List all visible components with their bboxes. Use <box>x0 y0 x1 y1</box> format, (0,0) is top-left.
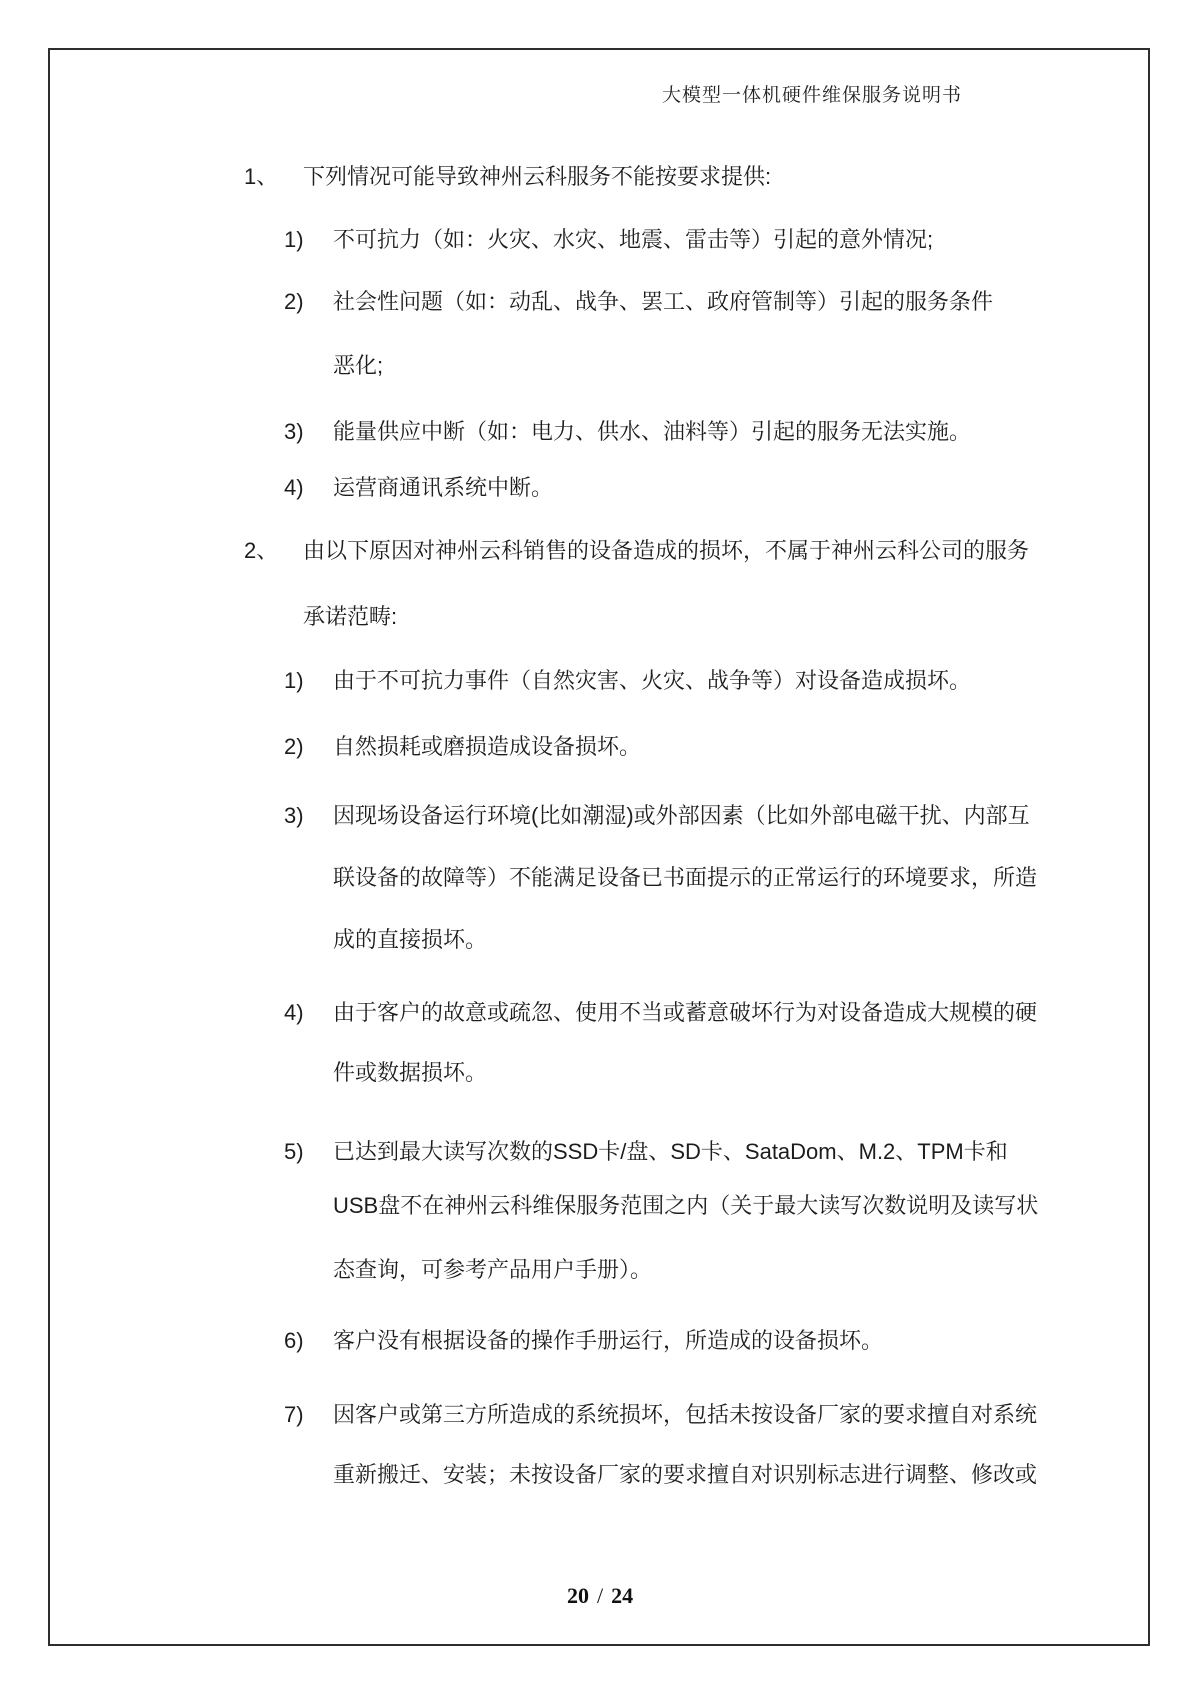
list-marker: 4) <box>284 475 304 500</box>
list-subitem-1-1 <box>0 210 1200 270</box>
page-footer <box>0 1581 1200 1611</box>
list-subitem-1-2 <box>0 272 1200 332</box>
list-marker: 7) <box>284 1402 304 1427</box>
list-marker: 6) <box>284 1328 304 1353</box>
page-number-separator: / <box>596 1583 604 1608</box>
list-marker: 5) <box>284 1139 304 1164</box>
line-text: 社会性问题（如：动乱、战争、罢工、政府管制等）引起的服务条件 <box>333 289 994 314</box>
list-marker: 2) <box>284 289 304 314</box>
line-text: 态查询，可参考产品用户手册）。 <box>333 1257 653 1282</box>
list-subitem-1-4 <box>0 458 1200 518</box>
page-header <box>662 80 962 107</box>
list-subitem-1-2-continuation <box>0 336 1200 396</box>
line-text: USB盘不在神州云科维保服务范围之内（关于最大读写次数说明及读写状 <box>333 1193 1039 1218</box>
line-text: 承诺范畴: <box>303 604 398 629</box>
list-marker: 4) <box>284 1000 304 1025</box>
line-text: 联设备的故障等）不能满足设备已书面提示的正常运行的环境要求，所造 <box>333 865 1038 890</box>
line-text: 恶化; <box>333 353 384 378</box>
list-subitem-2-5-continuation <box>0 1176 1200 1236</box>
line-text: 因客户或第三方所造成的系统损坏，包括未按设备厂家的要求擅自对系统 <box>333 1402 1038 1427</box>
line-text: 重新搬迁、安装；未按设备厂家的要求擅自对识别标志进行调整、修改或 <box>333 1462 1038 1487</box>
list-item-2-continuation <box>0 587 1200 647</box>
list-subitem-2-3 <box>0 786 1200 846</box>
list-subitem-2-7 <box>0 1385 1200 1445</box>
line-text: 下列情况可能导致神州云科服务不能按要求提供: <box>303 164 772 189</box>
line-text: 由于客户的故意或疏忽、使用不当或蓄意破坏行为对设备造成大规模的硬 <box>333 1000 1038 1025</box>
list-item-2 <box>0 521 1200 581</box>
line-text: 能量供应中断（如：电力、供水、油料等）引起的服务无法实施。 <box>333 419 972 444</box>
line-text: 由以下原因对神州云科销售的设备造成的损坏，不属于神州云科公司的服务 <box>303 538 1030 563</box>
list-marker: 2、 <box>244 538 279 563</box>
line-text: 成的直接损坏。 <box>333 927 488 952</box>
list-marker: 1、 <box>244 164 279 189</box>
line-text: 因现场设备运行环境(比如潮湿)或外部因素（比如外部电磁干扰、内部互 <box>333 803 1030 828</box>
page-number-total: 24 <box>611 1583 634 1608</box>
list-marker: 1) <box>284 668 304 693</box>
list-subitem-2-3-continuation <box>0 848 1200 908</box>
line-text: 由于不可抗力事件（自然灾害、火灾、战争等）对设备造成损坏。 <box>333 668 972 693</box>
list-marker: 1) <box>284 227 304 252</box>
list-subitem-1-3 <box>0 402 1200 462</box>
list-marker: 2) <box>284 734 304 759</box>
list-subitem-2-1 <box>0 651 1200 711</box>
line-text: 运营商通讯系统中断。 <box>333 475 554 500</box>
list-marker: 3) <box>284 803 304 828</box>
list-subitem-2-5-continuation <box>0 1240 1200 1300</box>
document-title: 大模型一体机硬件维保服务说明书 <box>661 85 962 106</box>
list-subitem-2-5 <box>0 1122 1200 1182</box>
list-item-1 <box>0 147 1200 207</box>
list-subitem-2-4 <box>0 983 1200 1043</box>
line-text: 客户没有根据设备的操作手册运行，所造成的设备损坏。 <box>333 1328 884 1353</box>
line-text: 自然损耗或磨损造成设备损坏。 <box>333 734 642 759</box>
list-subitem-2-2 <box>0 717 1200 777</box>
line-text: 不可抗力（如：火灾、水灾、地震、雷击等）引起的意外情况; <box>333 227 934 252</box>
page-number-current: 20 <box>566 1583 589 1608</box>
list-subitem-2-3-continuation <box>0 910 1200 970</box>
list-marker: 3) <box>284 419 304 444</box>
list-subitem-2-6 <box>0 1311 1200 1371</box>
list-subitem-2-4-continuation <box>0 1043 1200 1103</box>
line-text: 已达到最大读写次数的SSD卡/盘、SD卡、SataDom、M.2、TPM卡和 <box>333 1139 1008 1164</box>
line-text: 件或数据损坏。 <box>333 1060 488 1085</box>
list-subitem-2-7-continuation <box>0 1445 1200 1505</box>
